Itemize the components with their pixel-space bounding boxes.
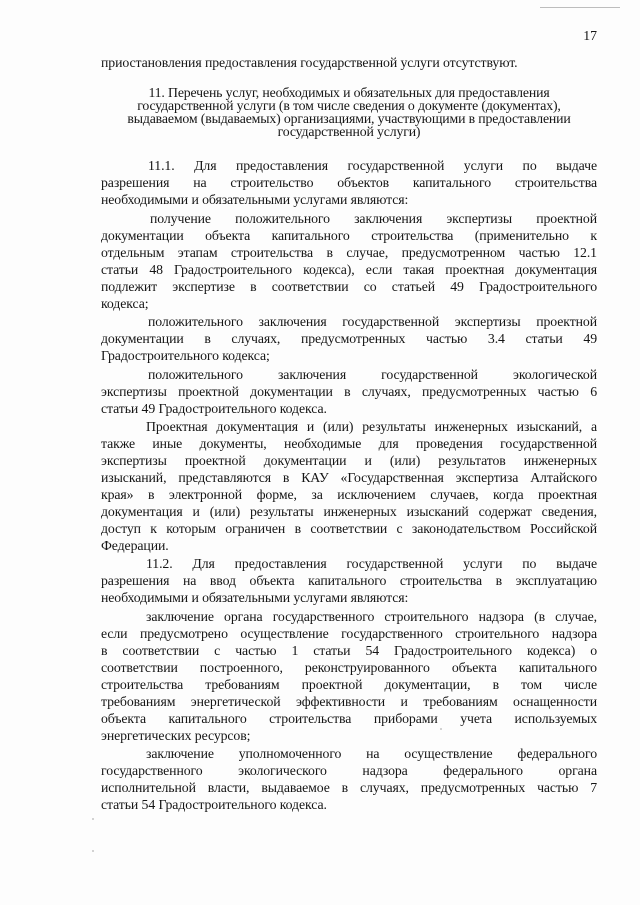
scan-speck: [92, 818, 94, 820]
text-line: требованиям энергетической эффективности и требованиям оснащенности: [101, 694, 597, 709]
text-line: государственного экологического надзора федерального органа: [101, 763, 597, 778]
text-line: соответствии построенного, реконструированного объекта капитального: [101, 660, 597, 675]
text-line: 11.2. Для предоставления государственной услуги по выдаче: [146, 556, 597, 571]
text-line: кодекса;: [101, 296, 149, 311]
text-line: получение положительного заключения экспертизы проектной: [150, 211, 597, 226]
section-heading-line: выдаваемом (выдаваемых) организациями, участвующими в предоставлении: [127, 111, 571, 126]
section-heading-line: 11. Перечень услуг, необходимых и обязательных для предоставления: [148, 85, 550, 100]
text-line: разрешения на ввод объекта капитального строительства в эксплуатацию: [101, 573, 597, 588]
text-line: отдельным этапам строительства в случае, предусмотренном частью 12.1: [101, 245, 597, 260]
text-line: строительства требованиям проектной документации, в том числе: [101, 677, 597, 692]
text-line: документации объекта капитального строительства (применительно к: [101, 228, 597, 243]
text-line: подлежит экспертизе в соответствии со статьей 49 Градостроительного: [101, 279, 597, 294]
text-line: Градостроительного кодекса;: [101, 348, 270, 363]
text-line: Проектная документация и (или) результаты инженерных изысканий, а: [146, 419, 597, 434]
text-line: документация и (или) результаты инженерных изысканий содержат сведения,: [101, 504, 597, 519]
scan-speck: [92, 850, 94, 852]
text-line: заключение органа государственного строительного надзора (в случае,: [146, 609, 597, 624]
scan-edge-line: [540, 7, 620, 8]
text-line: энергетических ресурсов;: [101, 728, 251, 743]
text-line: Федерации.: [101, 538, 169, 553]
text-line: экспертизы проектной документации и (или) результатов инженерных: [101, 453, 597, 468]
text-line: изысканий, представляются в КАУ «Государственная экспертиза Алтайского: [101, 470, 597, 485]
text-line: документации в случаях, предусмотренных частью 3.4 статьи 49: [101, 331, 597, 346]
text-line: разрешения на строительство объектов капитального строительства: [101, 175, 597, 190]
text-line: экспертизы проектной документации в случаях, предусмотренных частью 6: [101, 384, 597, 399]
text-line: 11.1. Для предоставления государственной услуги по выдаче: [148, 158, 597, 173]
text-line: приостановления предоставления государственной услуги отсутствуют.: [101, 55, 518, 70]
text-line: объекта капитального строительства приборами учета используемых: [101, 711, 597, 726]
text-line: края» в электронной форме, за исключением случаев, когда проектная: [101, 487, 597, 502]
text-line: доступ к которым ограничен в соответствии с законодательством Российской: [101, 521, 597, 536]
section-heading-line: государственной услуги): [277, 124, 421, 139]
text-line: статьи 49 Градостроительного кодекса.: [101, 401, 327, 416]
text-line: положительного заключения государственной экспертизы проектной: [148, 314, 597, 329]
section-heading-line: государственной услуги (в том числе сведения о документе (документах),: [137, 98, 561, 113]
text-line: статьи 54 Градостроительного кодекса.: [101, 797, 327, 812]
text-line: заключение уполномоченного на осуществление федерального: [146, 746, 597, 761]
text-line: в соответствии с частью 1 статьи 54 Градостроительного кодекса) о: [101, 643, 597, 658]
text-line: статьи 48 Градостроительного кодекса), если такая проектная документация: [101, 262, 597, 277]
page-number: 17: [583, 28, 597, 43]
text-line: исполнительной власти, выдаваемое в случаях, предусмотренных частью 7: [101, 780, 597, 795]
text-line: необходимыми и обязательными услугами являются:: [101, 192, 409, 207]
text-line: если предусмотрено осуществление государственного строительного надзора: [101, 626, 597, 641]
text-line: также иные документы, необходимые для проведения государственной: [101, 436, 597, 451]
text-line: положительного заключения государственной экологической: [148, 367, 597, 382]
scan-speck: [440, 728, 442, 730]
text-line: необходимыми и обязательными услугами являются:: [101, 590, 409, 605]
